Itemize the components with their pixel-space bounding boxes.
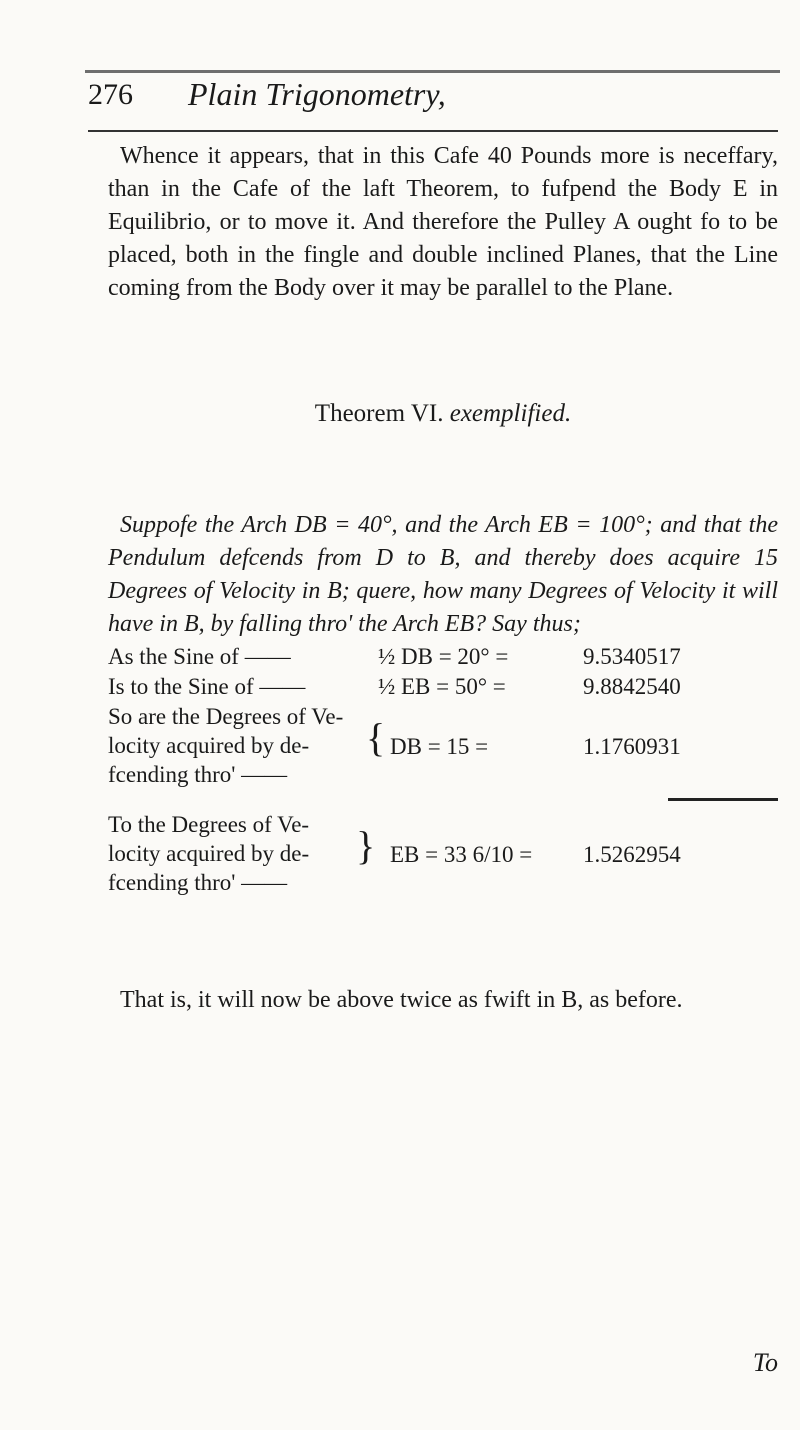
calc-row-1-value: 9.5340517 — [583, 644, 681, 669]
calc-row-3-line-1: So are the Degrees of Ve- — [108, 704, 344, 729]
page-body — [108, 140, 778, 1013]
problem-statement: Suppofe the Arch DB = 40°, and the Arch EB = 100°; and that the Pendulum defcends from D to B, and thereby does acquire 15 Degrees of Velocity in B; quere, how many Degrees of Velocity it will have in B, by falling thro' the Arch EB? Say thus; — [108, 512, 778, 637]
calc-row-1 — [108, 640, 681, 673]
calc-row-4-line-1: To the Degrees of Ve- — [108, 812, 310, 837]
calc-row-3-term: DB = 15 = — [390, 734, 489, 759]
running-title: Plain Trigonometry, — [188, 76, 446, 112]
page-number: 276 — [88, 78, 133, 111]
calc-row-4-line-3: fcending thro' —— — [108, 870, 288, 895]
calc-row-3 — [108, 702, 681, 789]
brace-icon: { — [366, 715, 386, 760]
calc-row-4-value: 1.5262954 — [583, 842, 681, 867]
theorem-exemplified: exemplified. — [449, 400, 572, 427]
calc-row-2-label: Is to the Sine of —— — [108, 674, 306, 699]
page-header — [88, 70, 778, 130]
calc-row-4-line-2: locity acquired by de- — [108, 841, 310, 866]
calc-row-1-label: As the Sine of —— — [108, 644, 291, 669]
calc-row-2-term: ½ EB = 50° = — [378, 674, 506, 699]
calc-row-3-line-3: fcending thro' —— — [108, 762, 288, 787]
calc-row-4-term: EB = 33 6/10 = — [390, 842, 533, 867]
conclusion-paragraph: That is, it will now be above twice as fwift in B, as before. — [120, 987, 683, 1013]
theorem-title: Theorem VI. — [314, 400, 444, 427]
theorem-heading — [108, 397, 778, 430]
paragraph-whence: Whence it appears, that in this Cafe 40 Pounds more is neceffary, than in the Cafe of the laft Theorem, to fufpend the Body E in Equilibrio, or to move it. And therefore the Pulley A ought fo to be placed, both in the fingle and double inclined Planes, that the Line coming from the Body over it may be parallel to the Plane. — [108, 143, 778, 301]
calc-row-3-value: 1.1760931 — [583, 734, 681, 759]
calc-row-4 — [108, 810, 681, 897]
brace-icon: } — [356, 823, 376, 868]
calc-row-2 — [108, 670, 681, 703]
result-rule — [668, 798, 778, 801]
calc-row-3-line-2: locity acquired by de- — [108, 733, 310, 758]
header-rule — [88, 130, 778, 132]
calc-row-1-term: ½ DB = 20° = — [378, 644, 509, 669]
catchword: To — [752, 1348, 778, 1377]
calc-row-2-value: 9.8842540 — [583, 674, 681, 699]
